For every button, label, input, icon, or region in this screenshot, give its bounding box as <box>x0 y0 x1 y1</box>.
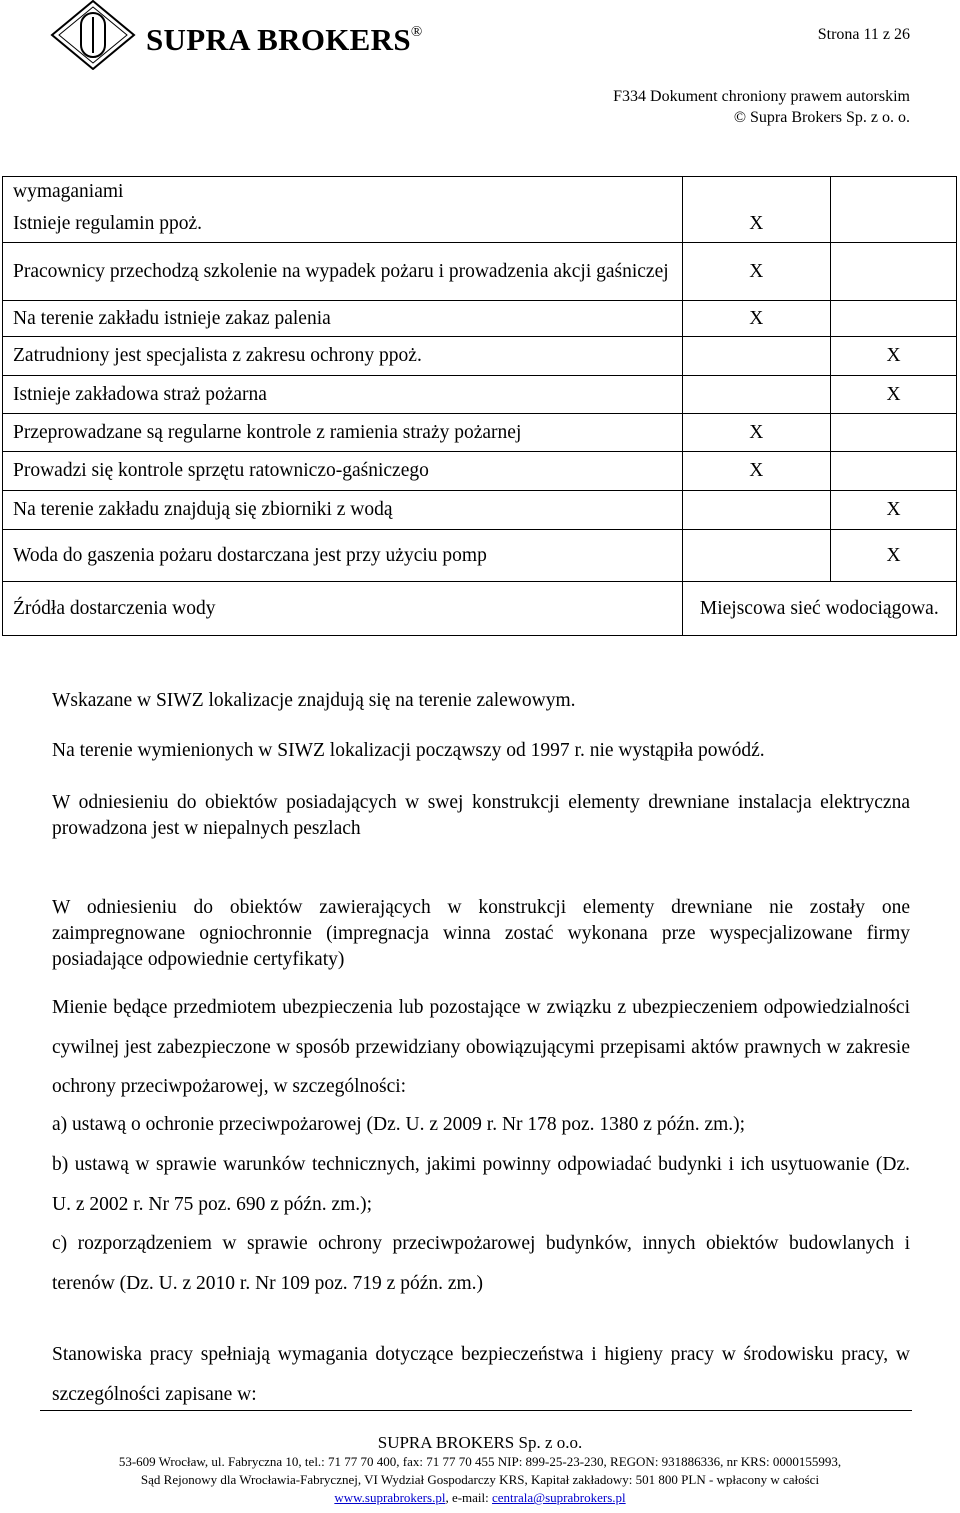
mark-yes <box>682 177 830 207</box>
row-label: Pracownicy przechodzą szkolenie na wypadek pożaru i prowadzenia akcji gaśniczej <box>3 243 683 301</box>
copyright-line-2: © Supra Brokers Sp. z o. o. <box>733 109 910 126</box>
mark-yes <box>682 491 830 530</box>
mark-no <box>831 414 957 452</box>
brand-name: SUPRA BROKERS® <box>146 22 423 57</box>
table-row <box>3 301 957 337</box>
row-label: Istnieje zakładowa straż pożarna <box>3 376 683 414</box>
mark-yes <box>682 376 830 414</box>
row-label: Woda do gaszenia pożaru dostarczana jest przy użyciu pomp <box>3 530 683 582</box>
copyright-line-1: F334 Dokument chroniony prawem autorskim <box>613 88 910 105</box>
fire-protection-table <box>2 176 957 636</box>
table-row <box>3 337 957 376</box>
row-label: wymaganiami <box>3 177 683 207</box>
mark-no <box>831 243 957 301</box>
mark-no: X <box>831 376 957 414</box>
mark-no <box>831 301 957 337</box>
row-label: Źródła dostarczenia wody <box>3 582 683 636</box>
table-row <box>3 530 957 582</box>
table-row <box>3 177 957 207</box>
row-label: Istnieje regulamin ppoż. <box>3 207 683 243</box>
page-number: Strona 11 z 26 <box>817 26 910 43</box>
mark-no: X <box>831 491 957 530</box>
table-row <box>3 491 957 530</box>
footer-address: 53-609 Wrocław, ul. Fabryczna 10, tel.: 71 77 70 400, fax: 71 77 70 455 NIP: 899-25-23-230, REGON: 931886336, nr KRS: 0000155993, <box>118 1454 842 1469</box>
paragraph-wiring: W odniesieniu do obiektów posiadających w swej konstrukcji elementy drewniane instalacja elektryczna prowadzona jest w niepalnych peszlach <box>52 792 910 839</box>
mark-yes: X <box>682 452 830 491</box>
footer-court: Sąd Rejonowy dla Wrocławia-Fabrycznej, VI Wydział Gospodarczy KRS, Kapitał zakładowy: 501 800 PLN - wpłacony w całości <box>140 1472 820 1487</box>
email-link[interactable]: centrala@suprabrokers.pl <box>492 1490 626 1505</box>
registered-mark: ® <box>410 24 423 40</box>
row-label: Przeprowadzane są regularne kontrole z ramienia straży pożarnej <box>3 414 683 452</box>
paragraph-flood-zone: Wskazane w SIWZ lokalizacje znajdują się na terenie zalewowym. <box>52 690 576 711</box>
table-row <box>3 243 957 301</box>
supra-logo <box>50 0 136 70</box>
row-label: Na terenie zakładu istnieje zakaz palenia <box>3 301 683 337</box>
mark-no: X <box>831 337 957 376</box>
row-label: Na terenie zakładu znajdują się zbiorniki z wodą <box>3 491 683 530</box>
copyright-note <box>613 86 910 128</box>
table-row <box>3 452 957 491</box>
paragraph-impregnation: W odniesieniu do obiektów zawierających w konstrukcji elementy drewniane nie zostały one zaimpregnowane ogniochronnie (impregnacja winna zostać wykonana prze wyspecjalizowane firmy posiadające odpowiednie certyfikaty) <box>52 897 910 970</box>
table-row <box>3 414 957 452</box>
mark-yes: X <box>682 243 830 301</box>
list-item-b: b) ustawą w sprawie warunków technicznych, jakimi powinny odpowiadać budynki i ich usytuowanie (Dz. U. z 2002 r. Nr 75 poz. 690 z późn. zm.); <box>52 1154 910 1215</box>
footer-divider <box>40 1410 912 1411</box>
footer-contact <box>0 1490 960 1506</box>
website-link[interactable]: www.suprabrokers.pl <box>334 1490 446 1505</box>
mark-yes: X <box>682 301 830 337</box>
mark-no <box>831 207 957 243</box>
paragraph-workstations: Stanowiska pracy spełniają wymagania dotyczące bezpieczeństwa i higieny pracy w środowisku pracy, w szczególności zapisane w: <box>52 1344 910 1405</box>
mark-no: X <box>831 530 957 582</box>
table-row <box>3 207 957 243</box>
mark-yes: X <box>682 207 830 243</box>
email-label: , e-mail: <box>445 1490 493 1505</box>
mark-yes: X <box>682 414 830 452</box>
mark-yes <box>682 530 830 582</box>
water-source-value: Miejscowa sieć wodociągowa. <box>682 582 956 636</box>
list-item-c: c) rozporządzeniem w sprawie ochrony przeciwpożarowej budynków, innych obiektów budowlanych i terenów (Dz. U. z 2010 r. Nr 109 poz. 719 z późn. zm.) <box>52 1233 910 1294</box>
list-item-a: a) ustawą o ochronie przeciwpożarowej (Dz. U. z 2009 r. Nr 178 poz. 1380 z późn. zm.); <box>52 1114 746 1135</box>
table-row <box>3 376 957 414</box>
paragraph-legal-compliance: Mienie będące przedmiotem ubezpieczenia lub pozostające w związku z ubezpieczeniem odpowiedzialności cywilnej jest zabezpieczone w sposób przewidziany obowiązującymi przepisami aktów prawnych w zakresie ochrony przeciwpożarowej, w szczególności: <box>52 997 910 1097</box>
paragraph-no-flood: Na terenie wymienionych w SIWZ lokalizacji począwszy od 1997 r. nie wystąpiła powódź. <box>52 740 765 761</box>
table-row <box>3 582 957 636</box>
footer-company: SUPRA BROKERS Sp. z o.o. <box>377 1433 583 1452</box>
mark-no <box>831 452 957 491</box>
mark-yes <box>682 337 830 376</box>
row-label: Prowadzi się kontrole sprzętu ratowniczo-gaśniczego <box>3 452 683 491</box>
mark-no <box>831 177 957 207</box>
row-label: Zatrudniony jest specjalista z zakresu ochrony ppoż. <box>3 337 683 376</box>
